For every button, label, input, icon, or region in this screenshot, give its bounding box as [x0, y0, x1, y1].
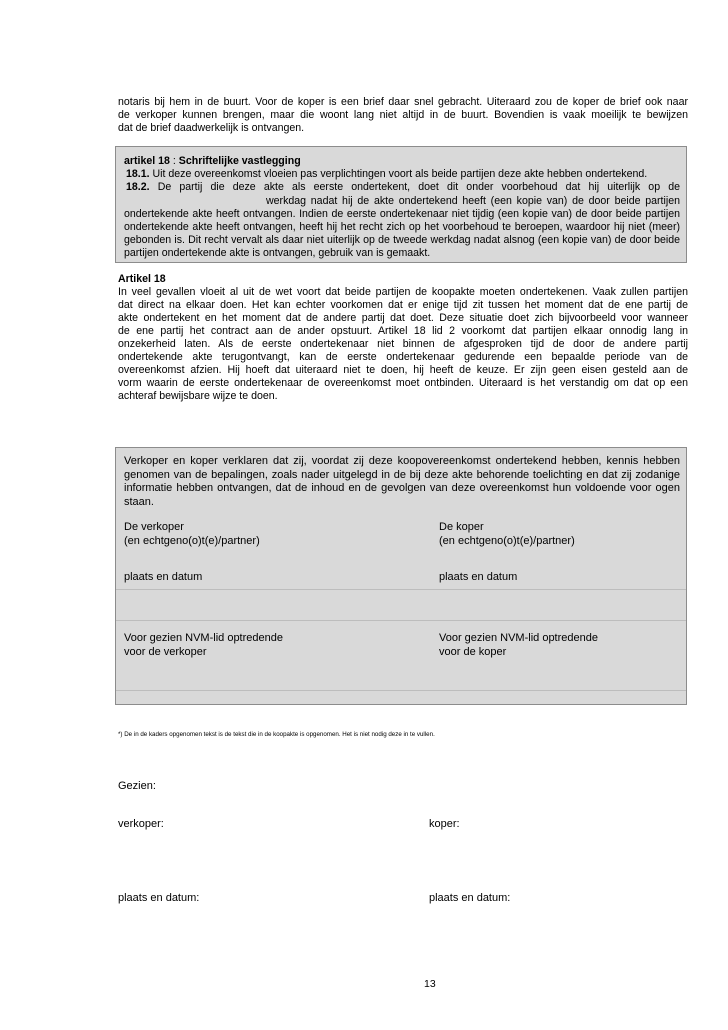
article-18-explanation-line: onzekerheid laten. Als de eerste ondertekenaar niet binnen de afgesproken tijd de door de andere partij — [118, 338, 688, 350]
article-18-explanation-line: dat direct na elkaar doen. Het kan echter voorkomen dat er enige tijd zit tussen het moment dat de ene partij de — [118, 299, 688, 311]
declaration-divider — [116, 620, 686, 621]
seen-title: Gezien: — [118, 780, 156, 792]
article-18-heading — [124, 155, 680, 168]
nvm-seller-line-2: voor de verkoper — [124, 646, 207, 658]
declaration-line: Verkoper en koper verklaren dat zij, voordat zij deze koopovereenkomst ondertekend hebben, kennis hebben — [124, 455, 680, 467]
seen-seller-label: verkoper: — [118, 818, 164, 830]
article-18-explanation-line: achteraf bewijsbare wijze te doen. — [118, 390, 278, 402]
article-18-2-line: ondertekende akte heeft ontvangen, heeft hij het recht zich op het voorbehoud te beroepen, waardoor hij niet (meer) — [124, 221, 680, 234]
nvm-buyer-line-2: voor de koper — [439, 646, 507, 658]
intro-line: notaris bij hem in de buurt. Voor de koper is een brief daar snel gebracht. Uiteraard zou de koper de brief ook naar — [118, 96, 688, 108]
article-18-2-line: ondertekende akte heeft ontvangen. Indien de eerste ondertekenaar niet tijdig (een kopie van) de door beide partijen — [124, 207, 680, 220]
seen-place-date-right: plaats en datum: — [429, 892, 511, 904]
declaration-divider — [116, 690, 686, 691]
article-18-explanation-title: Artikel 18 — [118, 273, 166, 285]
article-18-2-line: gebonden is. Dit recht vervalt als daar niet uiterlijk op de tweede werkdag nadat alsnog (een kopie van) de door beide — [124, 234, 680, 247]
declaration-line: genomen van de bepalingen, zoals nader uitgelegd in de bij deze akte behorende toelichting en dat zij zodanige — [124, 468, 680, 481]
intro-line: dat de brief daadwerkelijk is ontvangen. — [118, 122, 305, 134]
page-number: 13 — [424, 978, 436, 990]
declaration-text — [124, 455, 680, 509]
article-18-2-line: werkdag nadat hij de akte ondertekend heeft (een kopie van) de door beide partijen — [266, 194, 680, 207]
declaration-line: informatie hebben ontvangen, dat de inhoud en de gevolgen van deze overeenkomst hun voldoende voor ogen — [124, 482, 680, 494]
article-18-heading-title: Schriftelijke vastlegging — [178, 155, 301, 167]
article-18-1-text: Uit deze overeenkomst vloeien pas verplichtingen voort als beide partijen deze akte hebben ondertekend. — [149, 168, 648, 181]
footnote: *) De in de kaders opgenomen tekst is de tekst die in de koopakte is opgenomen. Het is niet nodig deze in te vullen. — [118, 731, 435, 738]
article-18-explanation-line: de ene partij het contract aan de ander opstuurt. Artikel 18 lid 2 voorkomt dat partijen elkaar onnodig lang in — [118, 325, 688, 337]
seen-place-date-left: plaats en datum: — [118, 892, 200, 904]
seen-buyer-label: koper: — [429, 818, 460, 830]
article-18-heading-prefix: artikel 18 — [124, 155, 170, 167]
nvm-seller-line-1: Voor gezien NVM-lid optredende — [124, 632, 283, 644]
declaration-line: staan. — [124, 495, 154, 508]
article-18-explanation-line: akte ondertekent en het moment dat de andere partij dat doet. Deze situatie doet zich bijvoorbeeld voor wanneer — [118, 312, 688, 324]
buyer-sub-label: (en echtgeno(o)t(e)/partner) — [439, 535, 575, 547]
article-18-1-number: 18.1. — [126, 168, 150, 181]
article-18-2-line — [124, 181, 680, 194]
article-18-1 — [124, 168, 680, 181]
declaration-divider — [116, 589, 686, 590]
article-18-explanation-line: overeenkomst afzien. Hij hoeft dat uiteraard niet te doen, hij heeft de keuze. Er zijn geen eisen gesteld aan de — [118, 364, 688, 376]
article-18-heading-sep: : — [169, 155, 179, 167]
article-18-2-line: partijen ondertekende akte is ontvangen, gebruik van is gemaakt. — [124, 247, 431, 260]
nvm-buyer-line-1: Voor gezien NVM-lid optredende — [439, 632, 598, 644]
place-date-seller: plaats en datum — [124, 571, 203, 583]
article-18-explanation-line: ondertekende akte terugontvangt, kan de eerste ondertekenaar gedurende een bepaalde periode van de — [118, 351, 688, 363]
seller-label: De verkoper — [124, 521, 184, 533]
intro-line: de verkoper kunnen brengen, maar die woont lang niet altijd in de buurt. Bovendien is vaak moeilijk te bewijzen — [118, 109, 688, 121]
article-18-2-number: 18.2. — [126, 181, 150, 194]
article-18-explanation — [118, 273, 688, 403]
intro-paragraph — [118, 96, 688, 135]
article-18-box-text — [124, 155, 680, 261]
place-date-buyer: plaats en datum — [439, 571, 518, 583]
article-18-explanation-line: vorm waarin de eerste ondertekenaar de overeenkomst moet ontbinden. Uiteraard is het verstandig om dat op een — [118, 377, 688, 389]
seller-sub-label: (en echtgeno(o)t(e)/partner) — [124, 535, 260, 547]
article-18-explanation-line: In veel gevallen vloeit al uit de wet voort dat beide partijen de koopakte moeten ondertekenen. Vaak zullen partijen — [118, 286, 688, 298]
article-18-2-text: De partij die deze akte als eerste ondertekent, doet dit onder voorbehoud dat hij uiterlijk op de — [149, 181, 680, 194]
buyer-label: De koper — [439, 521, 484, 533]
